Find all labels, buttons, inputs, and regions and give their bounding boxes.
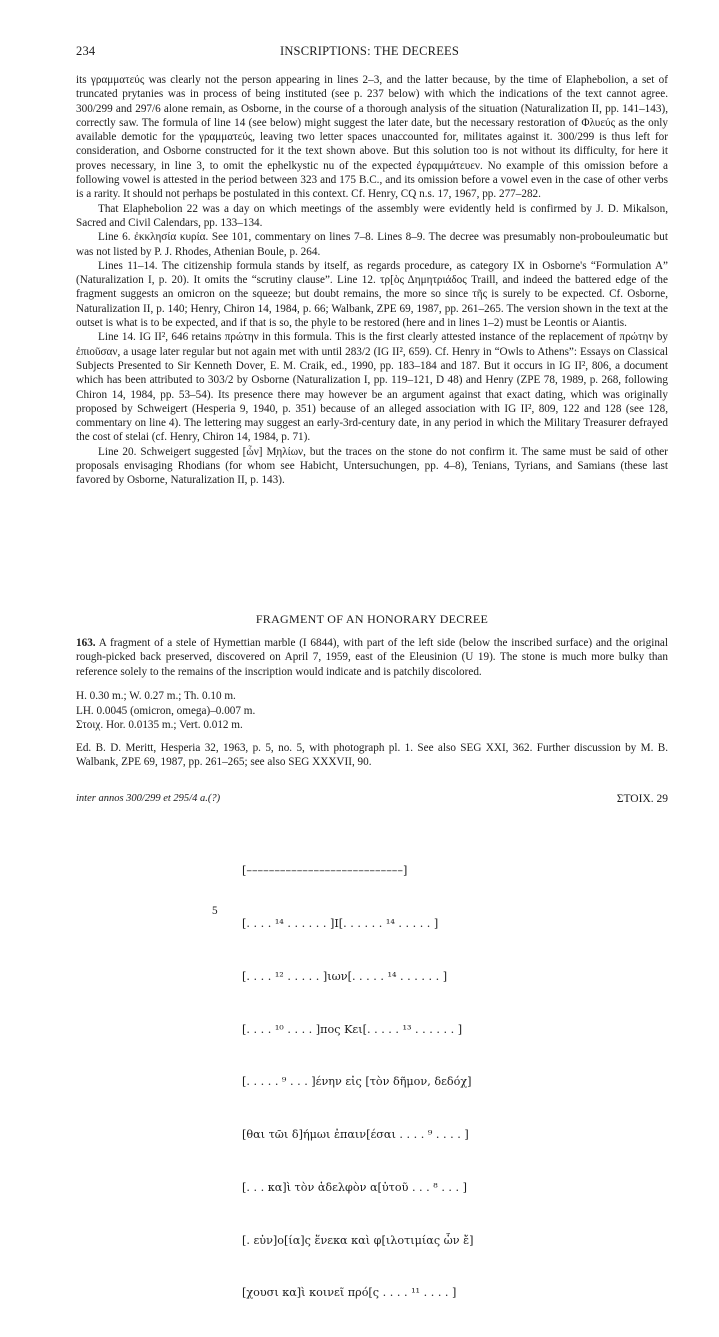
- edition-note: Ed. B. D. Meritt, Hesperia 32, 1963, p. 5, no. 5, with photograph pl. 1. See also SEG XXI, 362. Further discussion by M. B. Walbank, ZPE 69, 1987, pp. 261–265; see also SEG XXXVII, 90.: [76, 742, 668, 769]
- entry-description: [76, 636, 668, 679]
- page-number: 234: [76, 44, 96, 58]
- dimension-line: Στοιχ. Hor. 0.0135 m.; Vert. 0.012 m.: [76, 719, 243, 731]
- inscription-text: [242, 827, 474, 1337]
- inscription-line: [θαι τῶι δ]ήμωι ἐπαιν[έσαι . . . . ⁹ . . . . ]: [242, 1128, 469, 1142]
- inscription-line: [. εὐν]ο[ία]ς ἕνεκα καὶ φ[ιλοτιμίας ὧν ἔ]: [242, 1233, 474, 1247]
- stoichedon-count: ΣΤΟΙΧ. 29: [616, 793, 668, 805]
- paragraph: That Elaphebolion 22 was a day on which meetings of the assembly were evidently held is confirmed by J. D. Mikalson, Sacred and Civil Calendars, pp. 133–134.: [76, 202, 668, 229]
- running-title: INSCRIPTIONS: THE DECREES: [279, 44, 460, 58]
- dimension-line: H. 0.30 m.; W. 0.27 m.; Th. 0.10 m.: [76, 690, 236, 702]
- inscription-line: [. . . . ¹² . . . . . ]ιων[. . . . . ¹⁴ . . . . . . ]: [242, 969, 448, 983]
- entry-text: A fragment of a stele of Hymettian marble (I 6844), with part of the left side (below the inscribed surface) and the original rough-picked back preserved, discovered on April 7, 1959, east of the Eleusinion (U 19). The stone is much more bulky than reference solely to the remains of the inscription would indicate and is patchily discolored.: [76, 637, 668, 678]
- paragraph: its γραμματεύς was clearly not the person appearing in lines 2–3, and the latter because, by the time of Elaphebolion, a set of truncated prytanies was in process of being instituted (see p. 237 below) with which the indications of the text cannot agree. 300/299 and 297/6 alone remain, as Osborne, in the course of a thorough analysis of the situation (Naturalization II, pp. 141–143), correctly saw. The formula of line 14 (see below) might suggest the later date, but the necessary restoration of Φλυεύς as the only available demotic for the γραμματεύς, leaving two letter spaces unaccounted for, militates against it. 300/299 is thus left for consideration, and Osborne constructed for it the text shown above. But this solution too is not without its difficulty, for here it proves necessary, in line 3, to omit the ephelkystic nu of the expected ἐγραμμάτευεν. No example of this omission before a following vowel is attested in the period between 323 and 175 B.C., and its omission before a vowel even in the case of other verbs is a rarity. It should not perhaps be postulated in this context. Cf. Henry, CQ n.s. 17, 1967, pp. 277–282.: [76, 74, 668, 201]
- entry-number: 163.: [76, 637, 96, 649]
- paragraph: Lines 11–14. The citizenship formula stands by itself, as regards procedure, as category IX in Osborne's “Formulation A” (Naturalization I, p. 20). It omits the “scrutiny clause”. Line 12. τρ[ὸς Δημητριάδος Traill, and indeed the battered edge of the fragment suggests an omicron on the squeeze; but doubt remains, the more so since τῆς is surely to be expected. Cf. Osborne, Naturalization II, p. 140; Henry, Chiron 14, 1984, p. 66; Walbank, ZPE 69, 1987, pp. 261–265. The version shown in the text at the outset is what is to be expected, and if that is so, the phyle to be restored (here and in lines 1–2) must be Leontis or Aiantis.: [76, 259, 668, 330]
- inscription-line: [. . . . ¹⁰ . . . . ]πος Κει[. . . . . ¹³ . . . . . . ]: [242, 1022, 463, 1036]
- paragraph: Line 20. Schweigert suggested [ὧν] Μ̣ηλίων, but the traces on the stone do not confirm it. The same must be said of other proposals envisaging Rhodians (for whom see Habicht, Untersuchungen, pp. 4–8), Tenians, Tyrians, and Samians (these last favored by Osborne, Naturalization II, p. 143).: [76, 445, 668, 487]
- dimension-line: LH. 0.0045 (omicron, omega)–0.007 m.: [76, 704, 256, 717]
- dimensions: [76, 689, 255, 733]
- inscription-line: [. . . . . ⁹ . . . ]ένην εἰς [τὸν δῆμον, δεδόχ]: [242, 1075, 472, 1089]
- date-range: inter annos 300/299 et 295/4 a.(?): [76, 793, 221, 804]
- section-title: FRAGMENT OF AN HONORARY DECREE: [255, 612, 489, 626]
- inscription-line: [. . . κα]ὶ τὸν ἀδελφὸν α[ὐτοῦ . . . ⁸ . . . ]: [242, 1180, 468, 1194]
- line-number: 5: [212, 905, 218, 917]
- inscription-line: [––––––––––––––––––––––––––––]: [242, 864, 408, 878]
- running-header: [76, 44, 663, 60]
- inscription-line: [. . . . ¹⁴ . . . . . . ]Ι[. . . . . . ¹⁴ . . . . . ]: [242, 916, 439, 930]
- paragraph: Line 6. ἐκκλησία κυρία. See 101, commentary on lines 7–8. Lines 8–9. The decree was presumably non-probouleumatic but was not listed by P. J. Rhodes, Athenian Boule, p. 264.: [76, 231, 668, 258]
- paragraph: Line 14. IG II², 646 retains πρώτην in this formula. This is the first clearly attested instance of the replacement of πρώτην by ἐπιοῦσαν, a usage later regular but not again met with until 283/2 (IG II², 659). Cf. Henry in “Owls to Athens”: Essays on Classical Subjects Presented to Sir Kenneth Dover, E. M. Craik, ed., 1990, pp. 183–184 and 187. But it occurs in IG II², 806, a document which has been attributed to 303/2 by Osborne (Naturalization I, pp. 119–121, D 48) and Henry (ZPE 78, 1989, p. 268, following Chiron 14, 1984, pp. 53–54). Its presence there may however be an argument against that exact dating, which was originally proposed by Schweigert (Hesperia 9, 1940, p. 351) because of an alleged association with IG II², 809, 122 and 128 (see 128, commentary on line 4). The lettering may suggest an early-3rd-century date, in any period in which the Military Treasurer defrayed the cost of stelai (cf. Henry, Chiron 14, 1984, p. 71).: [76, 331, 668, 444]
- inscription-line: [χουσι κα]ὶ κοινεῖ πρό[ς . . . . ¹¹ . . . . ]: [242, 1286, 457, 1300]
- commentary-body: [76, 73, 668, 488]
- date-line: [76, 793, 668, 808]
